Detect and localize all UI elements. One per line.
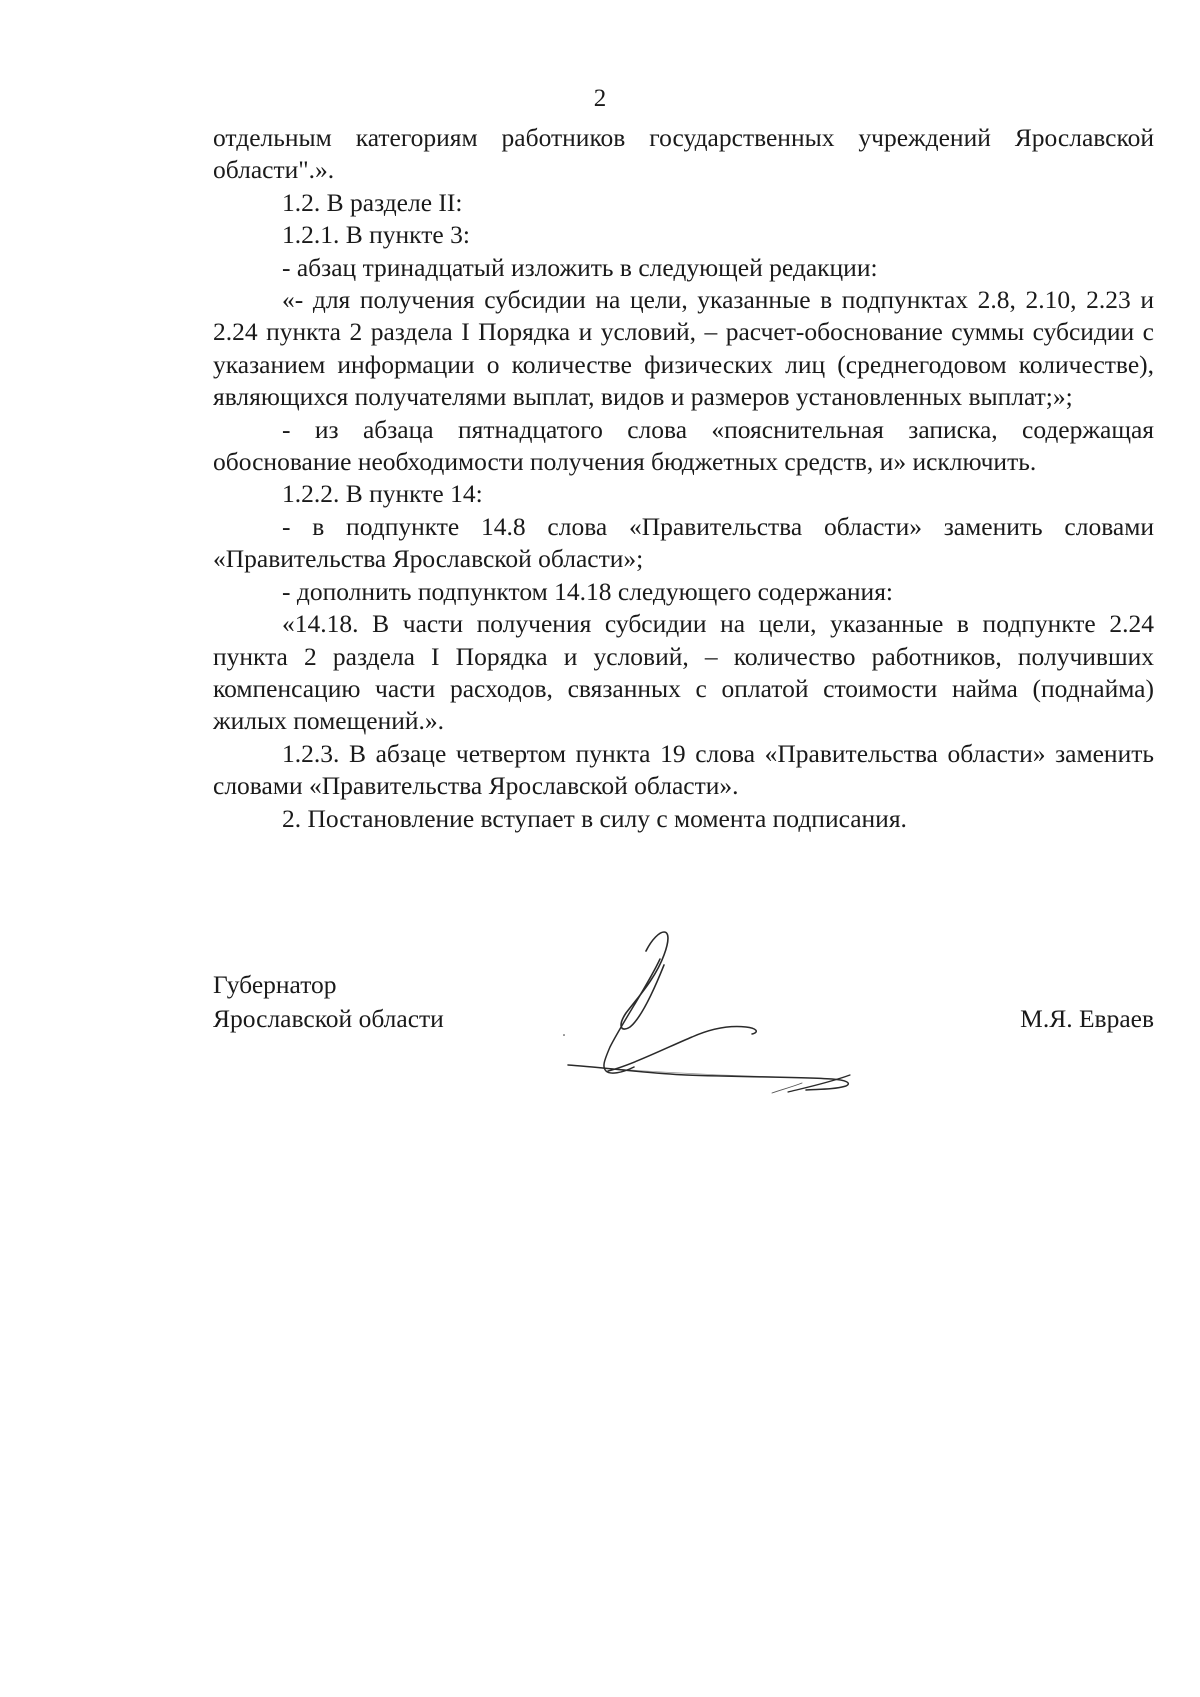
signatory-position-line: Ярославской области: [213, 1004, 444, 1033]
paragraph-quoted-text: «14.18. В части получения субсидии на цели, указанные в подпункте 2.24 пункта 2 раздела I Порядка и условий, – количество работников, получивших компенсацию части расходов, связанных с оплатой стоимости найма (поднайма) жилых помещений.».: [213, 609, 1154, 736]
handwritten-signature: [560, 915, 930, 1095]
paragraph-quoted-text: «- для получения субсидии на цели, указанные в подпунктах 2.8, 2.10, 2.23 и 2.24 пункта 2 раздела I Порядка и условий, – расчет-обоснование суммы субсидии с указанием информации о количестве физических лиц (среднегодовом количестве), являющихся получателями выплат, видов и размеров установленных выплат;»;: [213, 285, 1154, 412]
signatory-position-line: Губернатор: [213, 970, 337, 999]
signatory-position: [213, 968, 444, 1036]
paragraph-amendment: 1.2.3. В абзаце четвертом пункта 19 слова «Правительства области» заменить словами «Правительства Ярославской области».: [213, 738, 1154, 801]
paragraph-item-heading: 1.2.2. В пункте 14:: [282, 479, 483, 509]
paragraph-amendment: - из абзаца пятнадцатого слова «пояснительная записка, содержащая обоснование необходимости получения бюджетных средств, и» исключить.: [213, 414, 1154, 477]
paragraph-amendment: - в подпункте 14.8 слова «Правительства области» заменить словами «Правительства Ярославской области»;: [213, 511, 1154, 574]
page-number: 2: [593, 85, 607, 112]
paragraph-effective-date: 2. Постановление вступает в силу с момента подписания.: [282, 803, 907, 833]
signatory-name: М.Я. Евраев: [1020, 1004, 1154, 1033]
paragraph-item-heading: 1.2.1. В пункте 3:: [282, 220, 470, 250]
paragraph-amendment: - абзац тринадцатый изложить в следующей редакции:: [282, 252, 878, 282]
paragraph-amendment: - дополнить подпунктом 14.18 следующего содержания:: [282, 576, 894, 606]
paragraph-continuation: отдельным категориям работников государственных учреждений Ярославской области".».: [213, 123, 1154, 185]
paragraph-section-heading: 1.2. В разделе II:: [282, 187, 463, 217]
